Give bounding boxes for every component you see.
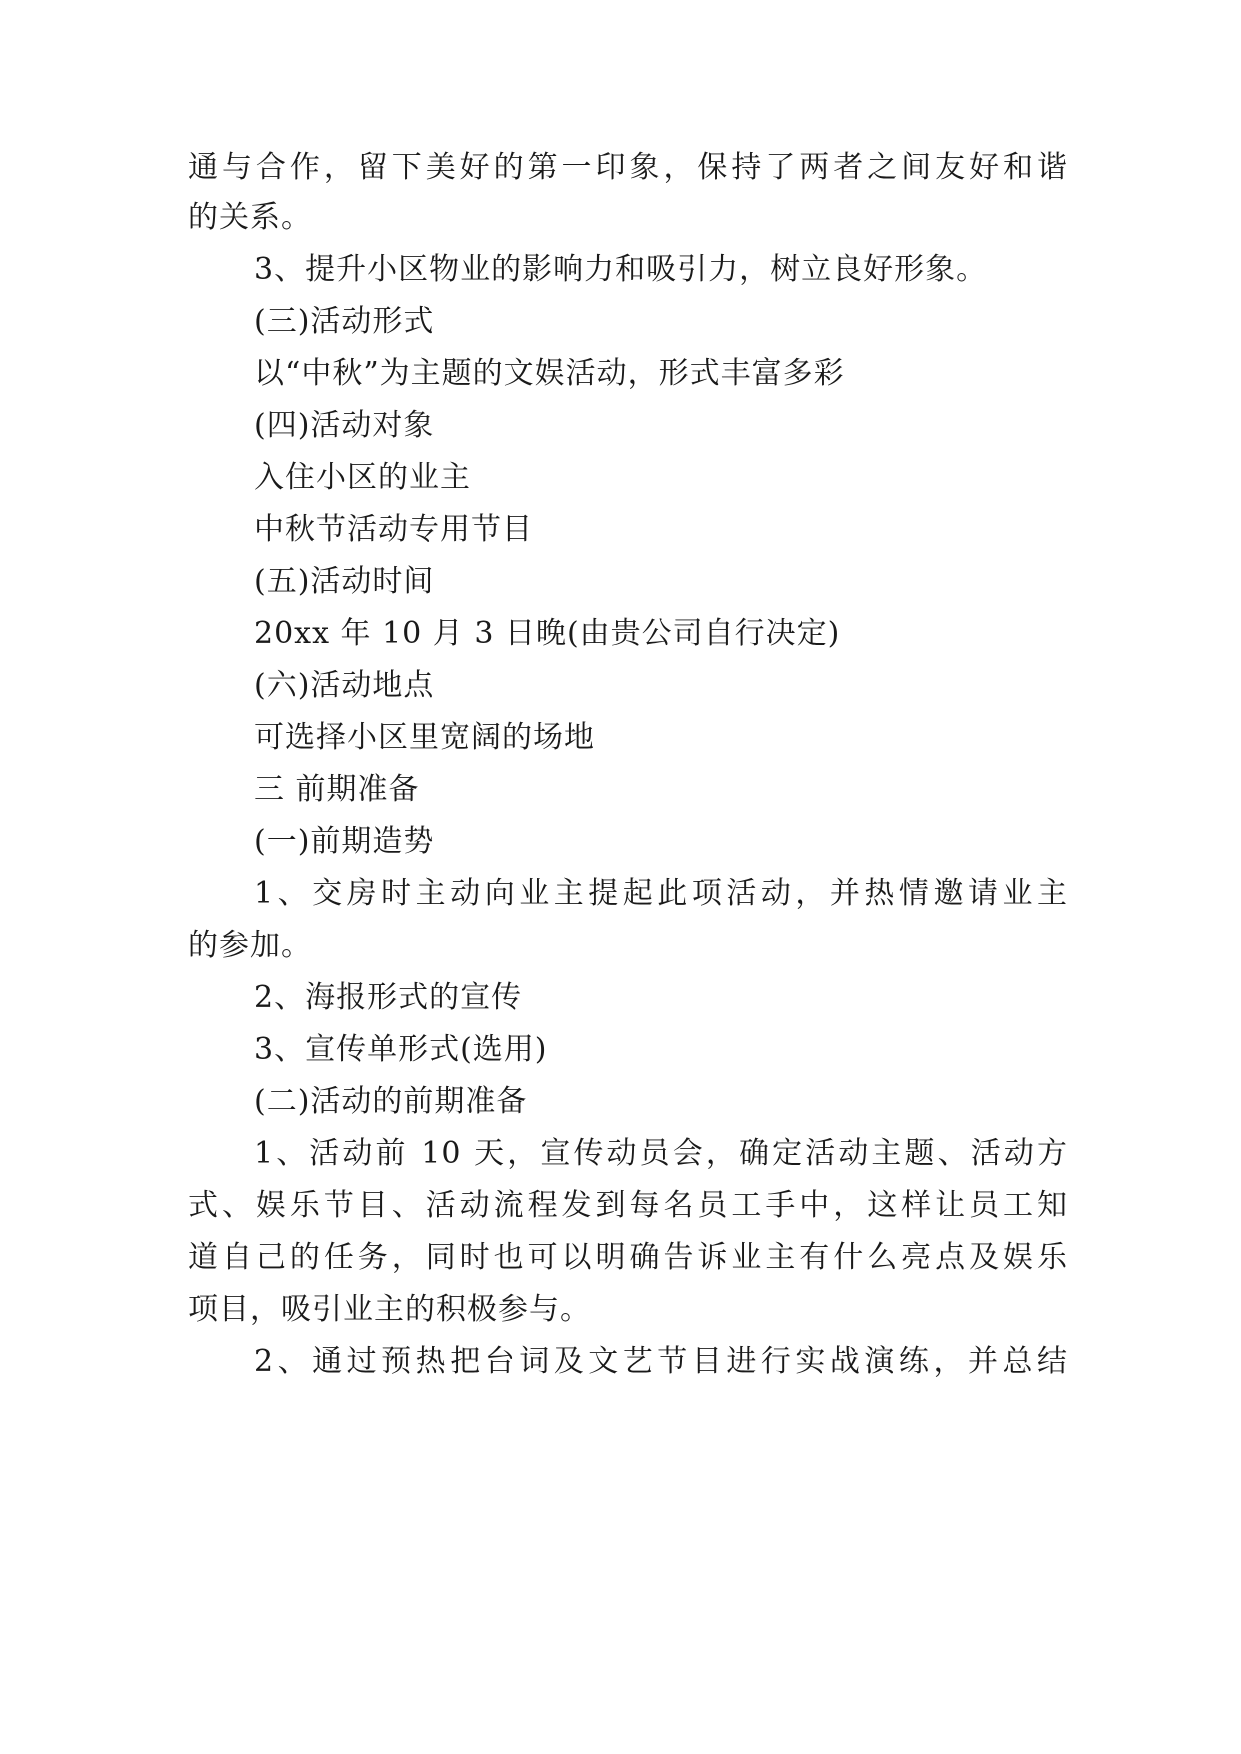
paragraph-line: 入住小区的业主: [254, 460, 471, 495]
paragraph-line: 以“中秋”为主题的文娱活动，形式丰富多彩: [254, 356, 845, 391]
list-item: 2、海报形式的宣传: [254, 980, 523, 1015]
paragraph-line: 道自己的任务，同时也可以明确告诉业主有什么亮点及娱乐: [188, 1240, 1068, 1275]
paragraph-line: 可选择小区里宽阔的场地: [254, 720, 595, 755]
section-heading: (二)活动的前期准备: [254, 1084, 528, 1119]
list-item: 1、交房时主动向业主提起此项活动，并热情邀请业主: [254, 876, 1068, 911]
paragraph-line: 的参加。: [188, 928, 312, 963]
section-heading: (五)活动时间: [254, 564, 435, 599]
section-heading: (六)活动地点: [254, 668, 435, 703]
section-heading: (三)活动形式: [254, 304, 435, 339]
list-item: 2、通过预热把台词及文艺节目进行实战演练，并总结: [254, 1344, 1068, 1379]
section-heading: (四)活动对象: [254, 408, 435, 443]
list-item: 1、活动前 10 天，宣传动员会，确定活动主题、活动方: [254, 1136, 1068, 1171]
paragraph-line: 的关系。: [188, 200, 312, 235]
chapter-heading: 三 前期准备: [254, 772, 420, 807]
paragraph-line: 式、娱乐节目、活动流程发到每名员工手中，这样让员工知: [188, 1188, 1068, 1223]
list-item: 3、宣传单形式(选用): [254, 1032, 548, 1067]
list-item: 3、提升小区物业的影响力和吸引力，树立良好形象。: [254, 252, 988, 287]
paragraph-line: 项目，吸引业主的积极参与。: [188, 1292, 591, 1327]
paragraph-line: 通与合作，留下美好的第一印象，保持了两者之间友好和谐: [188, 150, 1068, 185]
section-heading: (一)前期造势: [254, 824, 435, 859]
paragraph-line: 中秋节活动专用节目: [254, 512, 533, 547]
paragraph-line: 20xx 年 10 月 3 日晚(由贵公司自行决定): [254, 616, 841, 651]
